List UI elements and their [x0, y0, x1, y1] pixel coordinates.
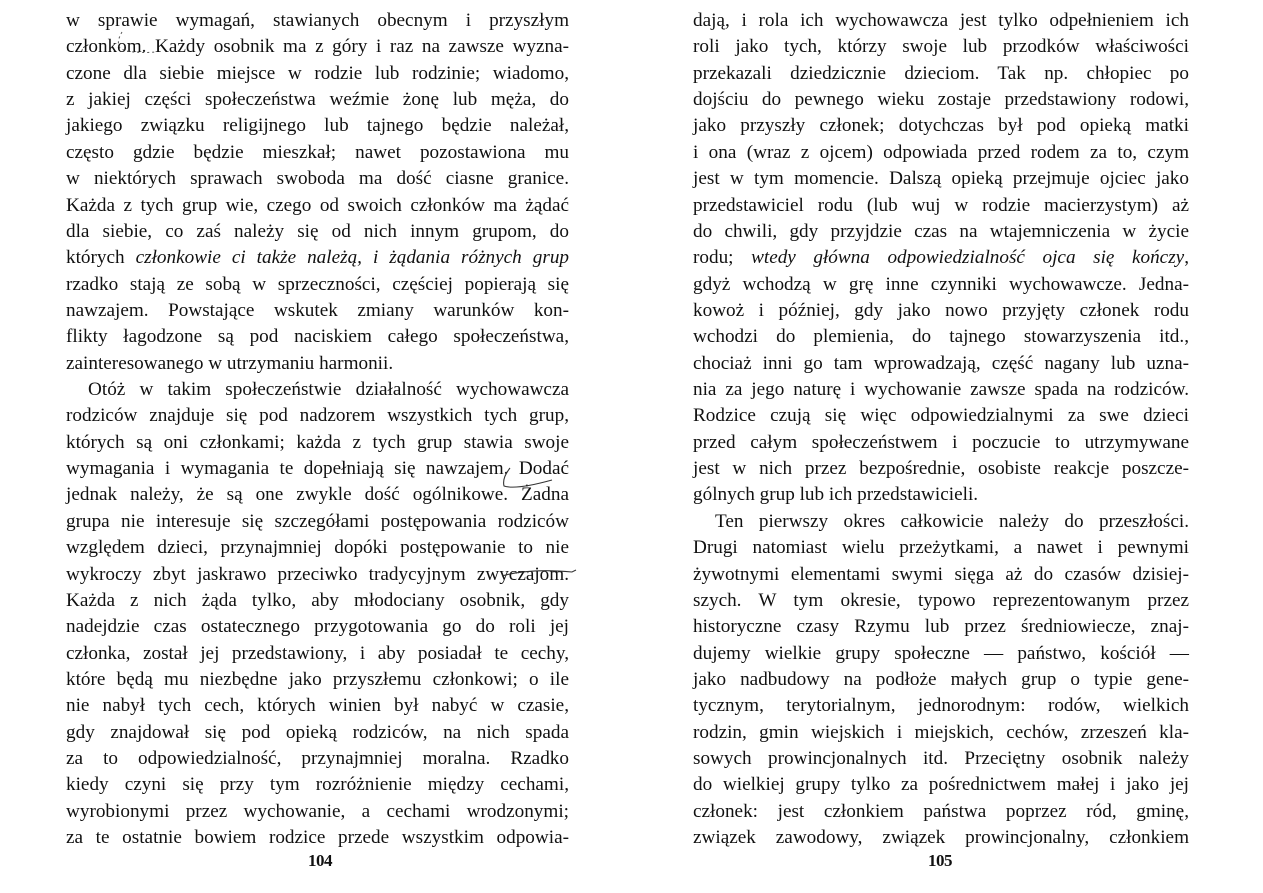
- text-line: rodzin, gmin wiejskich i miejskich, cechów, zrzeszeń kla-: [693, 721, 1189, 743]
- text-line: jest w nich przez bezpośrednie, osobiste reakcje poszcze-: [693, 458, 1189, 480]
- text-line: wykroczy zbyt jaskrawo przeciwko tradycyjnym zwyczajom.: [66, 563, 569, 585]
- text-line: jest w tym momencie. Dalszą opieką przejmuje ojciec jako: [693, 168, 1189, 190]
- text-line: przedstawiciel rodu (lub wuj w rodzie macierzystym) aż: [693, 194, 1189, 216]
- text-line: Każda z tych grup wie, czego od swoich członków ma żądać: [66, 194, 569, 216]
- text-line: flikty łagodzone są pod naciskiem całego społeczeństwa,: [66, 326, 569, 348]
- text-run: których: [66, 247, 136, 269]
- text-line: gdy znajdował się pod opieką rodziców, na nich spada: [66, 721, 569, 743]
- text-line-with-emphasis: [693, 245, 1189, 271]
- text-line: nie nabył tych cech, których winien był nabyć w czasie,: [66, 695, 569, 717]
- right-page-text: [693, 8, 1189, 852]
- text-line: zainteresowanego w utrzymaniu harmonii.: [66, 352, 394, 374]
- text-line: wyrobionymi przez wychowanie, a cechami wrodzonymi;: [66, 800, 569, 822]
- text-line: za te ostatnie bowiem rodzice przede wszystkim odpowia-: [66, 827, 569, 849]
- text-line: i ona (wraz z ojcem) odpowiada przed rodem za to, czym: [693, 141, 1189, 163]
- text-line: czone dla siebie miejsce w rodzie lub rodzinie; wiadomo,: [66, 62, 569, 84]
- text-line: przed całym społeczeństwem i poczucie to utrzymywane: [693, 431, 1189, 453]
- text-line: często gdzie będzie mieszkał; nawet pozostawiona mu: [66, 141, 569, 163]
- text-line: przekazali dziedzicznie dzieciom. Tak np. chłopiec po: [693, 62, 1189, 84]
- text-line: gólnych grup lub ich przedstawicieli.: [693, 484, 979, 506]
- text-line: dujemy wielkie grupy społeczne — państwo, kościół —: [693, 642, 1189, 664]
- left-page-text: [66, 8, 569, 852]
- text-line: nadejdzie czas ostatecznego przygotowania go do roli jej: [66, 616, 569, 638]
- text-line: Rodzice czują się więc odpowiedzialnymi za swe dzieci: [693, 405, 1189, 427]
- text-line: jako nadbudowy na podłoże małych grup o typie gene-: [693, 668, 1189, 690]
- text-line: których są oni członkami; każda z tych grup stawia swoje: [66, 431, 569, 453]
- text-line: do wielkiej grupy tylko za pośrednictwem małej i jako jej: [693, 774, 1189, 796]
- italic-emphasis: wtedy główna odpowiedzialność ojca się kończy: [751, 247, 1185, 269]
- text-line: nia za jego naturę i wychowanie zawsze spada na rodziców.: [693, 379, 1189, 401]
- text-line: chociaż inni go tam wprowadzają, część nagany lub uzna-: [693, 352, 1189, 374]
- text-line: członka, został jej przedstawiony, i aby posiadał te cechy,: [66, 642, 569, 664]
- text-line: jako przyszły członek; dotychczas był pod opieką matki: [693, 115, 1189, 137]
- text-line: żywotnymi elementami swymi sięga aż do czasów dzisiej-: [693, 563, 1189, 585]
- text-line: dojściu do pewnego wieku zostaje przedstawiony rodowi,: [693, 89, 1189, 111]
- text-line: w niektórych sprawach swoboda ma dość ciasne granice.: [66, 168, 569, 190]
- page-number-left: 104: [308, 851, 332, 870]
- text-line: względem dzieci, przynajmniej dopóki postępowanie to nie: [66, 537, 569, 559]
- text-line: rodziców znajduje się pod nadzorem wszystkich tych grup,: [66, 405, 569, 427]
- italic-emphasis: członkowie ci także należą, i żądania różnych grup: [135, 247, 570, 269]
- text-run: rodu;: [693, 247, 752, 269]
- text-line: wchodzi do plemienia, do tajnego stowarzyszenia itd.,: [693, 326, 1189, 348]
- text-line: z jakiej części społeczeństwa weźmie żonę lub męża, do: [66, 89, 569, 111]
- paragraph-start-line: Otóż w takim społeczeństwie działalność wychowawcza: [88, 379, 569, 401]
- text-run: ,: [1184, 247, 1189, 269]
- text-line: kowoż i później, gdy jako nowo przyjęty członek rodu: [693, 299, 1189, 321]
- text-line: wymagania i wymagania te dopełniają się nawzajem. Dodać: [66, 458, 569, 480]
- page-number-right: 105: [928, 851, 952, 870]
- text-line: Każda z nich żąda tylko, aby młodociany osobnik, gdy: [66, 589, 569, 611]
- text-line: grupa nie interesuje się szczegółami postępowania rodziców: [66, 510, 569, 532]
- text-line: nawzajem. Powstające wskutek zmiany warunków kon-: [66, 299, 569, 321]
- text-line: dają, i rola ich wychowawcza jest tylko odpełnieniem ich: [693, 10, 1189, 31]
- text-line: sowych prowincjonalnych itd. Przeciętny osobnik należy: [693, 748, 1189, 770]
- text-line: dla siebie, co zaś należy się od nich innym grupom, do: [66, 220, 569, 242]
- text-line: roli jako tych, którzy swoje lub przodków właściwości: [693, 36, 1189, 58]
- text-line: gdyż wchodzą w grę inne czynniki wychowawcze. Jedna-: [693, 273, 1189, 295]
- text-line: Drugi natomiast wielu przeżytkami, a nawet i pewnymi: [693, 537, 1189, 559]
- text-line: do chwili, gdy przyjdzie czas na wtajemniczenia w życie: [693, 220, 1189, 242]
- text-line-with-emphasis: [66, 245, 569, 271]
- text-line: tycznym, terytorialnym, jednorodnym: rodów, wielkich: [693, 695, 1189, 717]
- paragraph-start-line: Ten pierwszy okres całkowicie należy do przeszłości.: [715, 510, 1189, 532]
- text-line: historyczne czasy Rzymu lub przez średniowiecze, znaj-: [693, 616, 1189, 638]
- text-line: rzadko stają ze sobą w sprzeczności, częściej popierają się: [66, 273, 569, 295]
- text-line: za to odpowiedzialność, przynajmniej moralna. Rzadko: [66, 748, 569, 770]
- text-line: jednak należy, że są one zwykle dość ogólnikowe. Żadna: [66, 484, 569, 506]
- text-line: kiedy czyni się przy tym rozróżnienie między cechami,: [66, 774, 569, 796]
- text-line: jakiego związku religijnego lub tajnego będzie należał,: [66, 115, 569, 137]
- text-line: w sprawie wymagań, stawianych obecnym i przyszłym: [66, 10, 569, 31]
- text-line: członkom. Każdy osobnik ma z góry i raz na zawsze wyzna-: [66, 36, 569, 58]
- text-line: związek zawodowy, związek prowincjonalny, członkiem: [693, 827, 1189, 849]
- text-line: szych. W tym okresie, typowo reprezentowanym przez: [693, 589, 1189, 611]
- text-line: które będą mu niezbędne jako przyszłemu członkowi; o ile: [66, 668, 569, 690]
- text-line: członek: jest członkiem państwa poprzez ród, gminę,: [693, 800, 1189, 822]
